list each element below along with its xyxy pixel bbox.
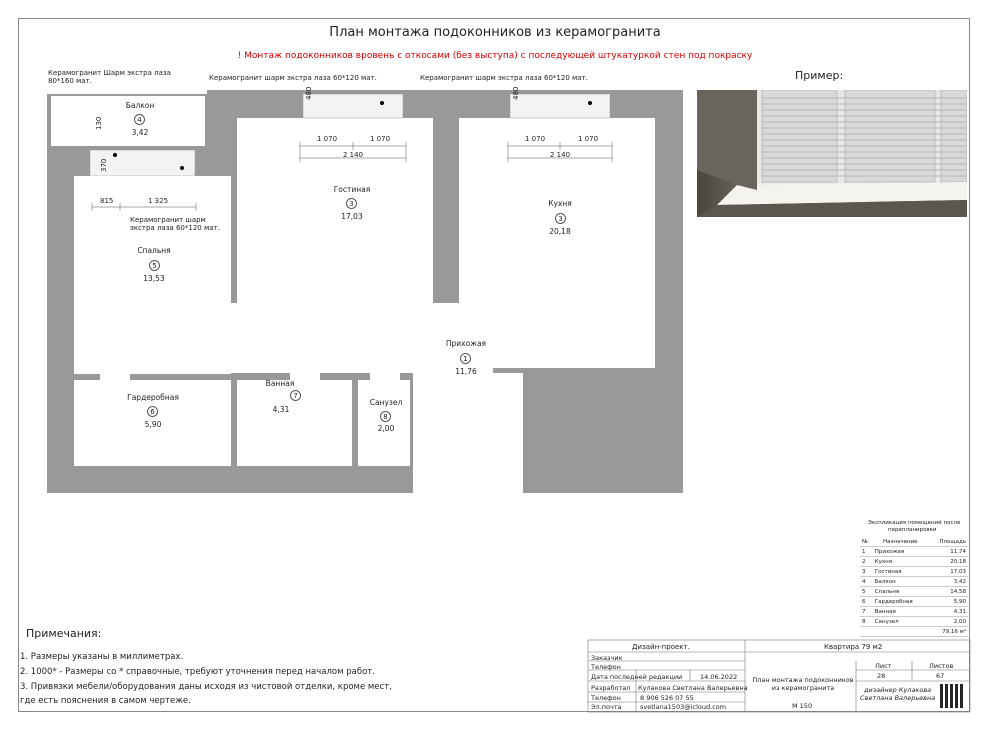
expl-cell: Ванная [873, 607, 928, 617]
kitchen-depth-dim: 480 [512, 86, 520, 100]
room-num-closet: 6 [147, 406, 158, 417]
qr-code-icon [940, 684, 964, 708]
bedroom-sill-label-2: экстра лаза 60*120 мат. [130, 224, 220, 232]
expl-cell: 5 [860, 587, 873, 597]
expl-cell: 2,00 [928, 617, 968, 627]
living-depth-dim: 480 [305, 86, 313, 100]
room-area-closet: 5,90 [144, 420, 162, 429]
expl-cell: 2 [860, 557, 873, 567]
stamp-sheets: 67 [936, 672, 945, 680]
expl-cell: 5,90 [928, 597, 968, 607]
bedroom-left-dim: 815 [100, 197, 114, 205]
room-area-bedroom: 13,53 [143, 274, 165, 283]
note-2: 2. 1000* - Размеры со * справочные, требуют уточнения перед началом работ. [20, 667, 375, 677]
expl-cell: Гардеробная [873, 597, 928, 607]
expl-cell: 3 [860, 567, 873, 577]
expl-cell: 17,03 [928, 567, 968, 577]
expl-cell: 8 [860, 617, 873, 627]
room-name-hallway: Прихожая [445, 339, 487, 348]
room-area-living: 17,03 [341, 212, 363, 221]
expl-cell: Прихожая [873, 547, 928, 557]
expl-title-2: перепланировки [888, 527, 937, 533]
expl-cell: Кухня [873, 557, 928, 567]
room-name-bedroom: Спальня [137, 246, 171, 255]
stamp-last-edit-label: Дата последней редакции [591, 673, 683, 681]
balcony-sill-label-1: Керамогранит Шарм экстра лаза [48, 69, 171, 77]
stamp-scale: М 150 [792, 702, 813, 710]
stamp-drawing-title: План монтажа подоконников из керамогранита [752, 676, 854, 692]
living-total-dim: 2 140 [343, 151, 364, 159]
stamp-phone: 8 906 526 07 55 [640, 694, 694, 702]
room-area-balcony: 3,42 [131, 128, 149, 137]
room-area-toilet: 2,00 [377, 424, 395, 433]
drawing-title: План монтажа подоконников из керамогранита [329, 25, 661, 40]
kitchen-left-dim: 1 070 [525, 135, 546, 143]
kitchen-right-dim: 1 070 [578, 135, 599, 143]
expl-header-name: Назначение [873, 537, 928, 547]
expl-header-num: № [860, 537, 873, 547]
living-right-dim: 1 070 [370, 135, 391, 143]
stamp-design-project: Дизайн-проект. [632, 643, 690, 651]
stamp-sheet: 28 [877, 672, 886, 680]
stamp-phone-label-top: Телефон [591, 663, 621, 671]
stamp-last-edit-date: 14.06.2022 [700, 673, 738, 681]
expl-total: 79,16 м² [928, 627, 968, 637]
stamp-customer-label: Заказчик [591, 654, 623, 662]
expl-title-1: Экспликация помещений после [868, 520, 961, 526]
room-area-kitchen: 20,18 [549, 227, 571, 236]
living-left-dim: 1 070 [317, 135, 338, 143]
expl-cell: 11,74 [928, 547, 968, 557]
expl-cell: Санузел [873, 617, 928, 627]
room-num-kitchen: 3 [555, 213, 566, 224]
expl-cell: 1 [860, 547, 873, 557]
kitchen-total-dim: 2 140 [550, 151, 571, 159]
room-name-living: Гостиная [333, 185, 371, 194]
expl-cell: 14,58 [928, 587, 968, 597]
stamp-sheets-label: Листов [929, 662, 954, 670]
room-name-balcony: Балкон [125, 101, 155, 110]
expl-cell: Балкон [873, 577, 928, 587]
room-area-hallway: 11,76 [455, 367, 477, 376]
room-name-closet: Гардеробная [127, 393, 179, 402]
note-4: где есть пояснения в самом чертеже. [20, 696, 191, 706]
expl-cell: 3,42 [928, 577, 968, 587]
expl-cell: 20,18 [928, 557, 968, 567]
balcony-depth-dim: 130 [95, 116, 103, 130]
bedroom-right-dim: 1 325 [148, 197, 169, 205]
expl-cell: Гостиная [873, 567, 928, 577]
expl-cell: Спальня [873, 587, 928, 597]
stamp-phone-label: Телефон [591, 694, 621, 702]
expl-cell: 4,31 [928, 607, 968, 617]
room-num-hallway: 1 [460, 353, 471, 364]
stamp-sheet-label: Лист [875, 662, 892, 670]
bedroom-sill-label-1: Керамогранит шарм [130, 216, 206, 224]
room-name-toilet: Санузел [369, 398, 403, 407]
expl-cell: 6 [860, 597, 873, 607]
stamp-apartment: Квартира 79 м2 [824, 643, 883, 651]
kitchen-sill-label: Керамогранит шарм экстра лаза 60*120 мат. [420, 74, 588, 82]
stamp-designer-1: дизайнер Кулакова [864, 686, 932, 694]
stamp-email: svetlana1503@icloud.com [640, 703, 727, 711]
note-3: 3. Привязки мебели/оборудования даны исходя из чистовой отделки, кроме мест, [20, 682, 392, 692]
room-num-toilet: 8 [380, 411, 391, 422]
note-1: 1. Размеры указаны в миллиметрах. [20, 652, 184, 662]
notes-title: Примечания: [26, 627, 102, 640]
living-sill-label: Керамогранит шарм экстра лаза 60*120 мат. [209, 74, 377, 82]
stamp-designer-2: Светлана Валерьевна [860, 694, 936, 702]
title-block [588, 640, 970, 712]
balcony-sill-label-2: 80*160 мат. [48, 77, 92, 85]
room-num-living: 3 [346, 198, 357, 209]
bedroom-depth-dim: 370 [100, 158, 108, 172]
room-num-balcony: 4 [134, 114, 145, 125]
room-area-bathroom: 4,31 [272, 405, 290, 414]
example-label: Пример: [795, 69, 844, 82]
stamp-developer: Кулакова Светлана Валерьевна [638, 684, 748, 692]
room-name-kitchen: Кухня [548, 199, 572, 208]
expl-header-area: Площадь [928, 537, 968, 547]
expl-cell: 7 [860, 607, 873, 617]
room-num-bedroom: 5 [149, 260, 160, 271]
expl-cell: 4 [860, 577, 873, 587]
drawing-subtitle: ! Монтаж подоконников вровень с откосами (без выступа) с последующей штукатуркой стен под покраску [237, 51, 753, 61]
stamp-developer-label: Разработал [591, 684, 631, 692]
stamp-email-label: Эл.почта [591, 703, 622, 711]
room-name-bathroom: Ванная [265, 379, 295, 388]
room-num-bathroom: 7 [290, 390, 301, 401]
